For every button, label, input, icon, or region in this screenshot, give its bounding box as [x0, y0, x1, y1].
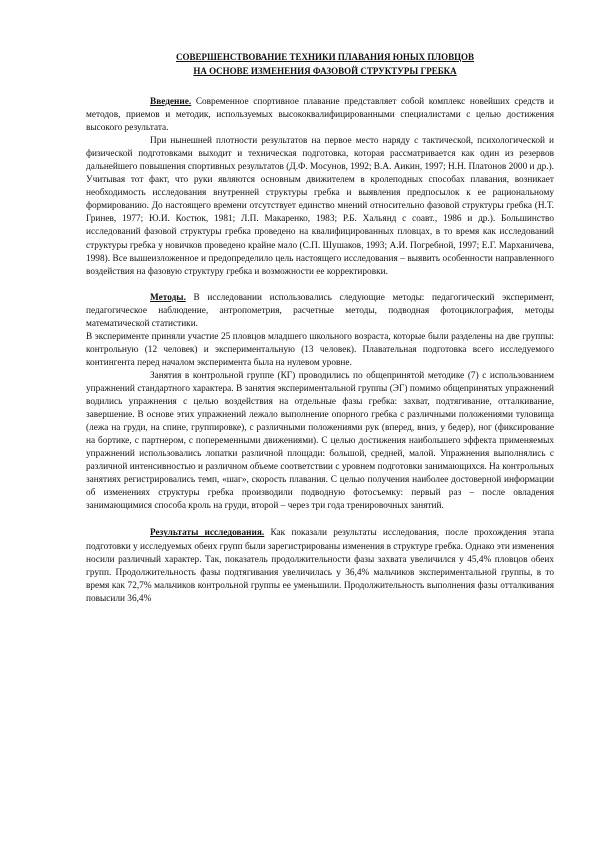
results-heading: Результаты исследования.	[150, 528, 265, 539]
methods-paragraph-3: Занятия в контрольной группе (КГ) проводились по общепринятой методике (7) с использованием упражнений стандартного характера. В занятия экспериментальной группы (ЭГ) помимо общепринятых упражнений водились упражнения с целью воздействия на отдельные фазы гребка: захват, подтягивание, отталкивание, завершение. В основе этих упражнений лежало выполнение опорного гребка с различными положениями туловища (лежа на груди, на спине, группировке), с различными положениями рук (вперед, вниз, у бедер), ног (фиксирование на бортике, с партнером, с попеременными движениями). С целью достижения наибольшего эффекта применяемых упражнений использовались лопатки различной площади: большой, средней, малой. Упражнения выполнялись с различной интенсивностью и различном объеме соответствии с уровнем подготовки занимающихся. На контрольных занятиях регистрировались темп, «шаг», скорость плавания. С целью получения наиболее достоверной информации об изменениях структуры гребка производили подводную фотосъемку: первый раз – после овладения занимающимися способа кроль на груди, второй – через три года тренировочных занятий.	[86, 370, 554, 512]
document-title	[90, 50, 560, 78]
methods-heading: Методы.	[150, 292, 186, 303]
methods-paragraph-2: В эксперименте приняли участие 25 пловцов младшего школьного возраста, которые были разделены на две группы: контрольную (12 человек) и экспериментальную (13 человек). Плавательная подготовка всего исследуемого контингента перед началом эксперимента была на нулевом уровне.	[86, 331, 554, 368]
title-line-1: СОВЕРШЕНСТВОВАНИЕ ТЕХНИКИ ПЛАВАНИЯ ЮНЫХ ПЛОВЦОВ	[175, 52, 475, 62]
methods-text: В исследовании использовались следующие методы: педагогический эксперимент, педагогическое наблюдение, антропометрия, расчетные методы, подводная фотоциклография, методы математической статистики.	[86, 292, 554, 329]
title-line-2: НА ОСНОВЕ ИЗМЕНЕНИЯ ФАЗОВОЙ СТРУКТУРЫ ГРЕБКА	[193, 66, 457, 76]
results-text: Как показали результаты исследования, после прохождения этапа подготовки у исследуемых обеих групп были зарегистрированы изменения в структуре гребка. Однако эти изменения носили различный характер. Так, показатель продолжительности фазы захвата увеличился у 45,4% пловцов обеих групп. Продолжительность фазы подтягивания увеличилась у 36,4% мальчиков экспериментальной группы, в то время как 72,7% мальчиков контрольной группы ее уменьшили. Продолжительность выполнения фазы отталкивания повысили 36,4%	[86, 528, 555, 604]
methods-paragraph	[86, 292, 554, 331]
intro-paragraph	[86, 96, 554, 135]
results-paragraph	[86, 527, 554, 605]
document-body	[86, 96, 554, 606]
paragraph-gap	[86, 279, 554, 292]
intro-text: Современное спортивное плавание представляет собой комплекс новейших средств и методов, приемов и методик, используемых высококвалифицированными специалистами с целью достижения высокого результата.	[86, 97, 554, 134]
paragraph-gap	[86, 513, 554, 527]
intro-paragraph-2: При нынешней плотности результатов на первое место наряду с тактической, психологической и физической подготовками выходит и техническая подготовка, которая рассматривается как один из резервов дальнейшего повышения спортивных результатов (Д.Ф. Мосунов, 1992; В.А. Аикин, 1997; Н.Н. Платонов 2000 и др.). Учитывая тот факт, что руки являются основным движителем в кролеподных способах плавания, возникает необходимость исследования внутренней структуры гребка и выявления предпосылок к ее рациональному формированию. До настоящего времени отсутствует единство мнений относительно фазовой структуры гребка (Н.Т. Гринев, 1977; Ю.И. Костюк, 1981; Л.П. Макаренко, 1983; Р.Б. Хальянд с соавт., 1986 и др.). Большинство исследований фазовой структуры гребка проведено на квалифицированных пловцах, в то время как исследований структуры гребка у новичков проведено крайне мало (С.П. Шушаков, 1993; А.И. Погребной, 1997; Е.Г. Марханичева, 1998). Все вышеизложенное и предопределило цель настоящего исследования – выявить особенности направленного воздействия на фазовую структуру гребка и возможности ее корректировки.	[86, 136, 554, 277]
intro-heading: Введение.	[150, 97, 192, 107]
